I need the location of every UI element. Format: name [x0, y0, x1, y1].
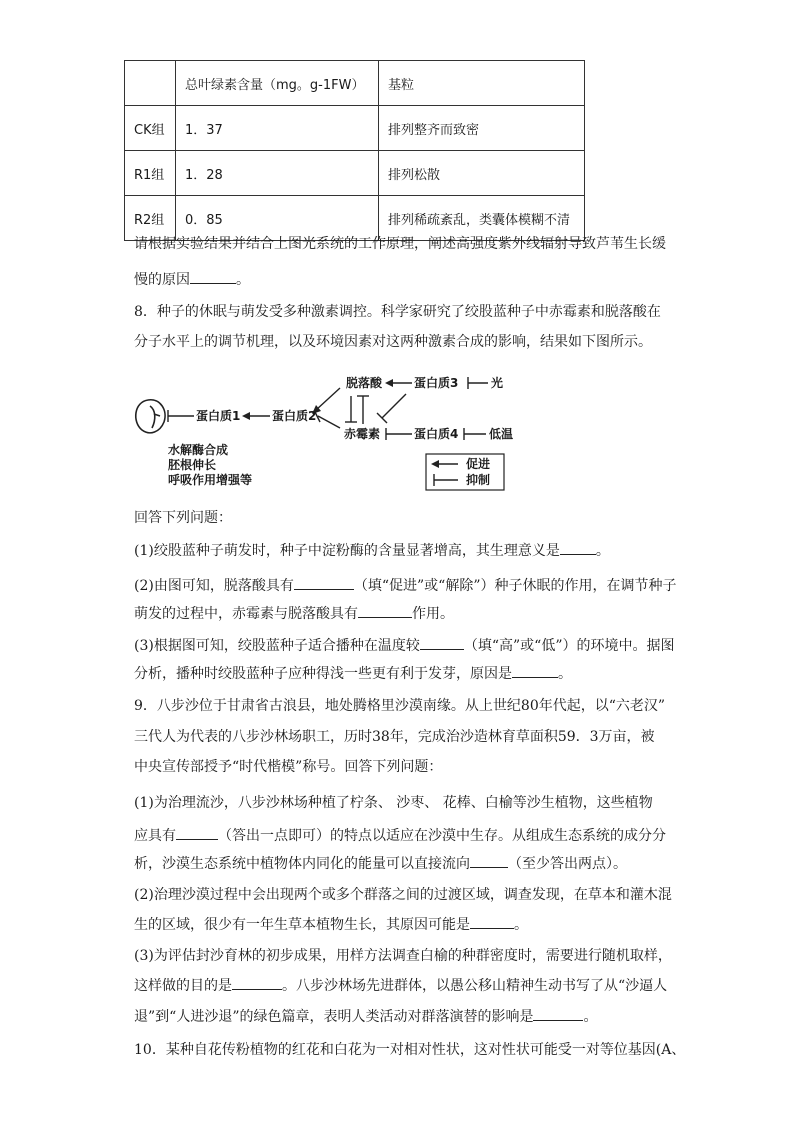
table-row [125, 106, 585, 151]
table-cell: CK组 [125, 106, 176, 151]
q9-subquestion-1-line [134, 825, 666, 846]
answer-blank[interactable] [190, 269, 236, 284]
hormone-regulation-diagram [130, 370, 530, 495]
text: 。 [558, 666, 572, 682]
effect-label: 水解酶合成 [168, 443, 229, 457]
q9-stem-line: 三代人为代表的八步沙林场职工，历时38年，完成治沙造林育草面积59．3万亩，被 [134, 729, 655, 745]
text: 慢的原因 [134, 272, 190, 288]
light-label: 光 [491, 376, 504, 390]
table-cell: 排列松散 [379, 151, 585, 196]
q8-subquestion-3-line [134, 635, 674, 656]
q9-subquestion-2-line: (2)治理沙漠过程中会出现两个或多个群落之间的过渡区域，调查发现，在草本和灌木混 [134, 887, 672, 903]
seed-icon [136, 400, 165, 433]
answer-blank[interactable] [420, 635, 464, 650]
q8-subquestion-2-line [134, 575, 676, 596]
q10-stem-line: 10．某种自花传粉植物的红花和白花为一对相对性状，这对性状可能受一对等位基因(A、 [134, 1042, 686, 1058]
legend-inhibit-label: 抑制 [466, 473, 491, 487]
text: 作用。 [412, 606, 454, 622]
text: （答出一点即可）的特点以适应在沙漠中生存。从组成生态系统的成分分 [218, 828, 666, 844]
text: 析，沙漠生态系统中植物体内同化的能量可以直接流向 [134, 856, 470, 872]
text: (1)绞股蓝种子萌发时，种子中淀粉酶的含量显著增高，其生理意义是 [134, 543, 560, 559]
q8-prompt: 回答下列问题： [134, 510, 232, 526]
table-header-row [125, 61, 585, 106]
text: 分析，播种时绞股蓝种子应种得浅一些更有利于发芽，原因是 [134, 666, 512, 682]
table-cell: 排列稀疏紊乱，类囊体模糊不清 [379, 196, 585, 241]
table-header-cell: 基粒 [379, 61, 585, 106]
text: （至少答出两点）。 [508, 856, 627, 872]
text: 。八步沙林场先进群体，以愚公移山精神生动书写了从“沙逼人 [282, 978, 668, 994]
q8-stem-line: 分子水平上的调节机理，以及环境因素对这两种激素合成的影响，结果如下图所示。 [134, 334, 652, 350]
q9-subquestion-2-line [134, 914, 528, 935]
table-header-cell: 总叶绿素含量（mg。g-1FW） [176, 61, 379, 106]
table-cell: R1组 [125, 151, 176, 196]
gibberellin-label: 赤霉素 [344, 427, 381, 441]
text: 退”到“人进沙退”的绿色篇章，表明人类活动对群落演替的影响是 [134, 1009, 534, 1025]
answer-blank[interactable] [470, 853, 508, 868]
protein2-label: 蛋白质2 [272, 409, 317, 423]
protein3-label: 蛋白质3 [414, 376, 459, 390]
answer-blank[interactable] [232, 975, 282, 990]
q8-subquestion-2-line [134, 603, 454, 624]
text: 这样做的目的是 [134, 978, 232, 994]
answer-blank[interactable] [560, 540, 596, 555]
answer-blank[interactable] [358, 603, 412, 618]
text: 。 [236, 272, 250, 288]
text: (2)由图可知，脱落酸具有 [134, 578, 294, 594]
q7-text-line [134, 269, 250, 290]
text: 萌发的过程中，赤霉素与脱落酸具有 [134, 606, 358, 622]
q9-stem-line: 9．八步沙位于甘肃省古浪县，地处腾格里沙漠南缘。从上世纪80年代起，以“六老汉” [134, 698, 666, 714]
q9-stem-line: 中央宣传部授予“时代楷模”称号。回答下列问题： [134, 759, 443, 775]
abscisic-acid-label: 脱落酸 [346, 376, 383, 390]
chlorophyll-table [124, 60, 585, 241]
answer-blank[interactable] [176, 825, 218, 840]
answer-blank[interactable] [533, 1006, 583, 1021]
answer-blank[interactable] [512, 663, 558, 678]
table-row [125, 151, 585, 196]
text: 生的区域，很少有一年生草本植物生长，其原因可能是 [134, 917, 470, 933]
q9-subquestion-3-line: (3)为评估封沙育林的初步成果，用样方法调查白榆的种群密度时，需要进行随机取样， [134, 948, 672, 964]
table-cell: R2组 [125, 196, 176, 241]
q8-subquestion-1 [134, 540, 610, 561]
table-cell: 1．37 [176, 106, 379, 151]
table-cell: 排列整齐而致密 [379, 106, 585, 151]
q9-subquestion-1-line: (1)为治理流沙，八步沙林场种植了柠条、 沙枣、 花棒、白榆等沙生植物，这些植物 [134, 795, 653, 811]
table-cell: 0．85 [176, 196, 379, 241]
text: 。 [583, 1009, 598, 1025]
low-temp-label: 低温 [489, 427, 514, 441]
text: 应具有 [134, 828, 176, 844]
answer-blank[interactable] [294, 575, 354, 590]
effect-label: 胚根伸长 [168, 458, 217, 472]
q8-stem-line: 8．种子的休眠与萌发受多种激素调控。科学家研究了绞股蓝种子中赤霉素和脱落酸在 [134, 304, 661, 320]
q8-subquestion-3-line [134, 663, 572, 684]
text: （填“促进”或“解除”）种子休眠的作用，在调节种子 [353, 578, 677, 594]
protein1-label: 蛋白质1 [196, 409, 241, 423]
text: (3)根据图可知，绞股蓝种子适合播种在温度较 [134, 638, 420, 654]
text: （填“高”或“低”）的环境中。据图 [463, 638, 675, 654]
protein4-label: 蛋白质4 [414, 427, 459, 441]
legend-promote-label: 促进 [466, 457, 491, 471]
answer-blank[interactable] [470, 914, 514, 929]
q9-subquestion-3-line [134, 1006, 597, 1027]
q9-subquestion-1-line [134, 853, 627, 874]
table-header-cell [125, 61, 176, 106]
q7-text-line: 请根据实验结果并结合上图光系统的工作原理，阐述高强度紫外线辐射导致芦苇生长缓 [134, 236, 666, 252]
text: 。 [595, 543, 610, 559]
effect-label: 呼吸作用增强等 [168, 473, 253, 487]
q9-subquestion-3-line [134, 975, 667, 996]
table-cell: 1．28 [176, 151, 379, 196]
text: 。 [514, 917, 528, 933]
